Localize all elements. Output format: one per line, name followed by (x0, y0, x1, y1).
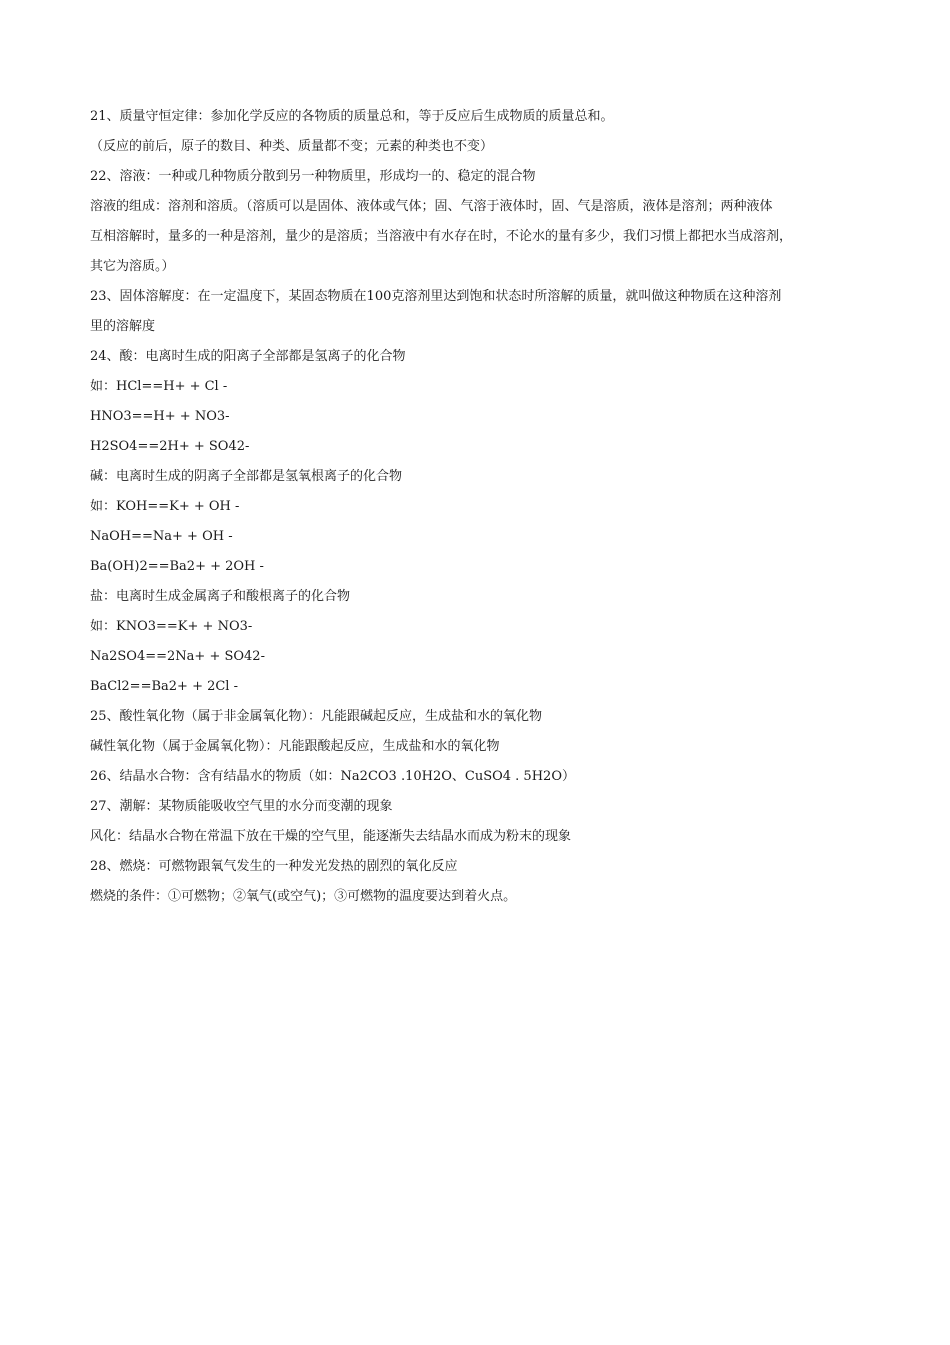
text-line: Na2SO4==2Na+ + SO42- (90, 649, 265, 664)
text-line: 21、质量守恒定律：参加化学反应的各物质的质量总和，等于反应后生成物质的质量总和。 (90, 109, 614, 124)
text-line: 碱：电离时生成的阴离子全部都是氢氧根离子的化合物 (90, 469, 403, 484)
text-line: 如：HCl==H+ + Cl - (90, 379, 228, 394)
document-page (90, 102, 880, 912)
text-line: 24、酸：电离时生成的阳离子全部都是氢离子的化合物 (90, 349, 406, 364)
text-line: 其它为溶质。） (90, 259, 175, 274)
text-line: HNO3==H+ + NO3- (90, 409, 230, 424)
text-line: 如：KOH==K+ + OH - (90, 499, 240, 514)
text-line: 碱性氧化物（属于金属氧化物）：凡能跟酸起反应，生成盐和水的氧化物 (90, 739, 500, 754)
text-line: 风化：结晶水合物在常温下放在干燥的空气里，能逐渐失去结晶水而成为粉末的现象 (90, 829, 572, 844)
text-line: 28、燃烧：可燃物跟氧气发生的一种发光发热的剧烈的氧化反应 (90, 859, 458, 874)
text-line: （反应的前后，原子的数目、种类、质量都不变；元素的种类也不变） (90, 139, 494, 154)
text-line: 22、溶液：一种或几种物质分散到另一种物质里，形成均一的、稳定的混合物 (90, 169, 536, 184)
text-line: Ba(OH)2==Ba2+ + 2OH - (90, 559, 264, 574)
text-line: NaOH==Na+ + OH - (90, 529, 233, 544)
text-line: 燃烧的条件：①可燃物；②氧气(或空气)；③可燃物的温度要达到着火点。 (90, 889, 517, 904)
text-line: H2SO4==2H+ + SO42- (90, 439, 250, 454)
text-line: 23、固体溶解度：在一定温度下，某固态物质在100克溶剂里达到饱和状态时所溶解的质量，就叫做这种物质在这种溶剂 (90, 289, 782, 304)
text-line: 25、酸性氧化物（属于非金属氧化物）：凡能跟碱起反应，生成盐和水的氧化物 (90, 709, 543, 724)
text-line: 如：KNO3==K+ + NO3- (90, 619, 253, 634)
text-line: 盐：电离时生成金属离子和酸根离子的化合物 (90, 589, 351, 604)
text-line: 27、潮解：某物质能吸收空气里的水分而变潮的现象 (90, 799, 393, 814)
text-line: BaCl2==Ba2+ + 2Cl - (90, 679, 238, 694)
text-line: 里的溶解度 (90, 319, 156, 334)
text-line: 互相溶解时，量多的一种是溶剂，量少的是溶质；当溶液中有水存在时，不论水的量有多少，我们习惯上都把水当成溶剂， (90, 229, 793, 244)
text-line: 26、结晶水合物：含有结晶水的物质（如：Na2CO3 .10H2O、CuSO4 . 5H2O） (90, 769, 575, 784)
text-line: 溶液的组成：溶剂和溶质。（溶质可以是固体、液体或气体；固、气溶于液体时，固、气是溶质，液体是溶剂；两种液体 (90, 199, 773, 214)
